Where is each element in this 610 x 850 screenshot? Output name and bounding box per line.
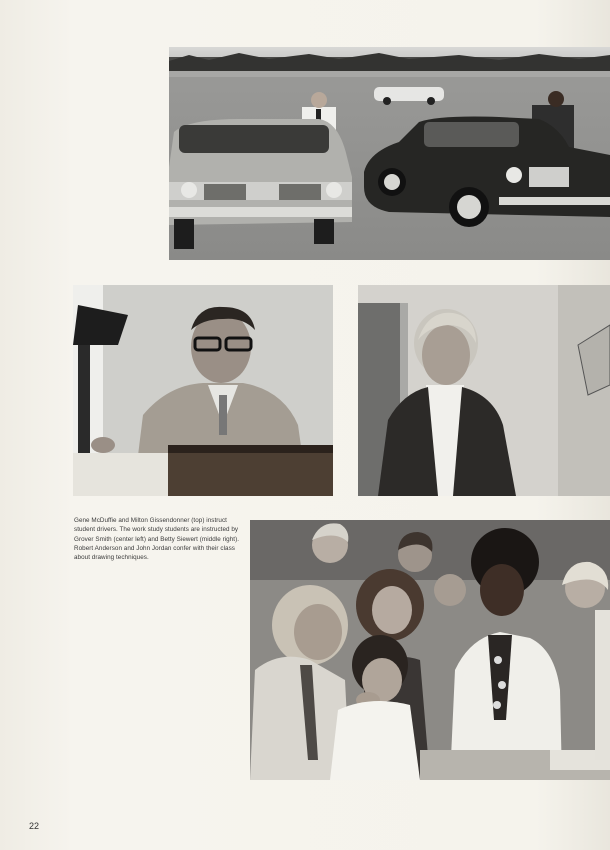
drawing-class-photo xyxy=(250,520,610,780)
photo-caption: Gene McDuffie and Milton Gissendonner (top) instruct student drivers. The work study students are instructed by Grover Smith (center left) and Betty Siewert (middle right). Robert Anderson and John Jordan confer with their class about drawing techniques. xyxy=(74,517,240,562)
page-number: 22 xyxy=(29,821,40,831)
betty-siewert-photo xyxy=(358,285,610,496)
grover-smith-photo xyxy=(73,285,333,496)
student-drivers-cars-photo xyxy=(169,47,610,260)
